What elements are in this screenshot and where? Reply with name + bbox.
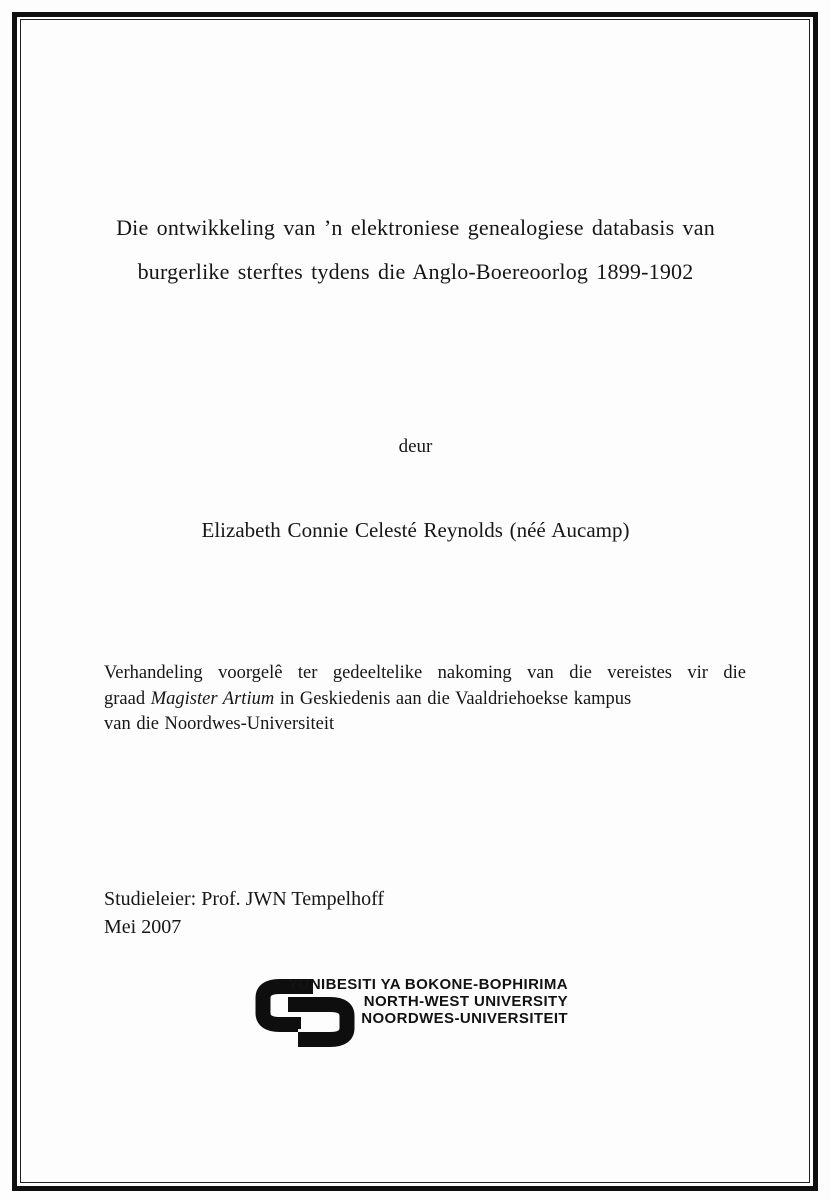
date-line: Mei 2007 (104, 915, 182, 938)
degree-name: Magister Artium (150, 688, 275, 709)
submission-line2 (104, 687, 746, 713)
logo-wordmark-setswana: YUNIBESITI YA BOKONE-BOPHIRIMA (288, 976, 568, 993)
submission-line3: van die Noordwes-Universiteit (104, 714, 335, 734)
university-logo-wordmark (288, 976, 568, 1027)
thesis-title-line2: burgerlike sterftes tydens die Anglo-Boereoorlog 1899-1902 (137, 259, 694, 284)
submission-line2-prefix: graad (104, 688, 151, 709)
supervisor-date-block (104, 886, 384, 941)
logo-wordmark-english: NORTH-WEST UNIVERSITY (363, 993, 568, 1010)
thesis-title (0, 206, 831, 294)
submission-statement (104, 661, 746, 738)
logo-wordmark-afrikaans: NOORDWES-UNIVERSITEIT (361, 1010, 568, 1027)
submission-line1: Verhandeling voorgelê ter gedeeltelike nakoming van die vereistes vir die (104, 663, 746, 683)
submission-line2-suffix: in Geskiedenis aan die Vaaldriehoekse kampus (274, 688, 632, 709)
author-name: Elizabeth Connie Celesté Reynolds (néé Aucamp) (201, 518, 630, 542)
thesis-title-line1: Die ontwikkeling van ’n elektroniese genealogiese databasis van (116, 215, 715, 240)
byline-preposition: deur (398, 436, 433, 457)
supervisor-line: Studieleier: Prof. JWN Tempelhoff (104, 888, 385, 910)
